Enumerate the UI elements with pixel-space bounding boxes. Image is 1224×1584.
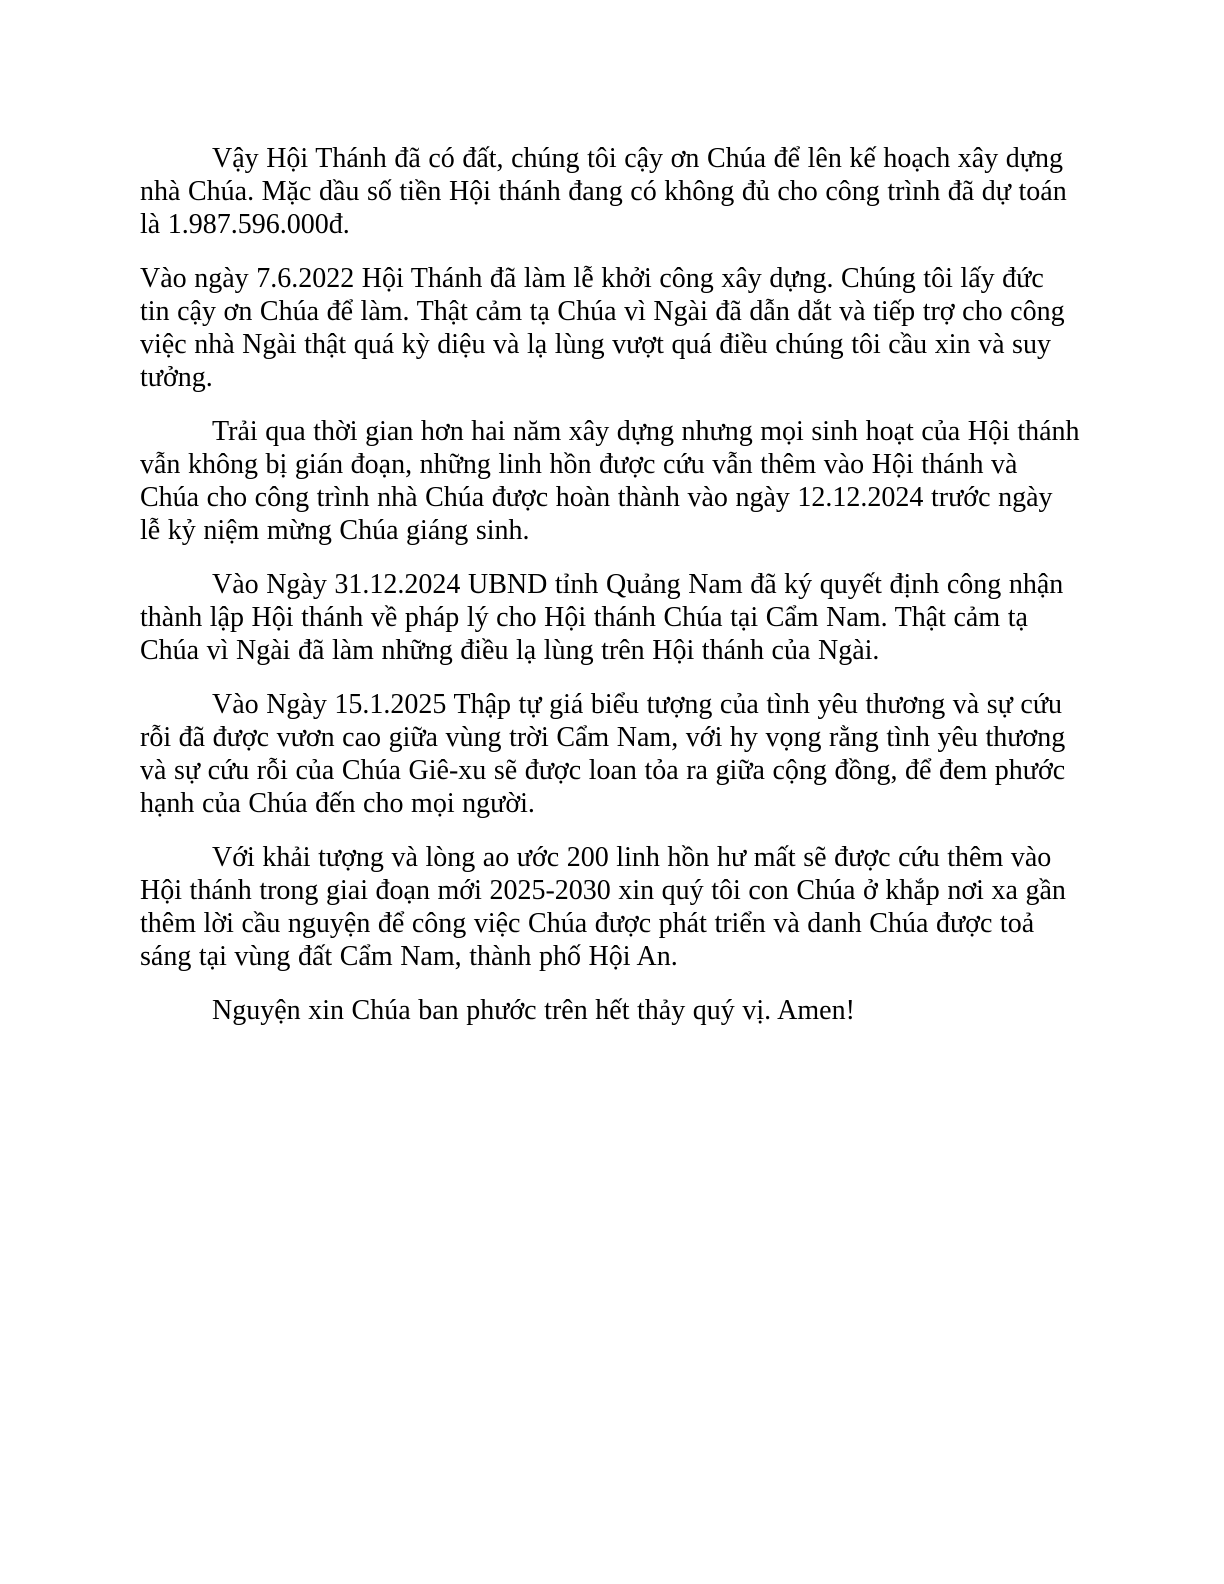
paragraph-legal-recognition-2024: Vào Ngày 31.12.2024 UBND tỉnh Quảng Nam đã ký quyết định công nhận thành lập Hội thánh về pháp lý cho Hội thánh Chúa tại Cẩm Nam. Thật cảm tạ Chúa vì Ngài đã làm những điều lạ lùng trên Hội thánh của Ngài. — [140, 569, 1064, 666]
paragraph-closing-blessing: Nguyện xin Chúa ban phước trên hết thảy quý vị. Amen! — [212, 995, 855, 1026]
paragraph-groundbreaking-2022: Vào ngày 7.6.2022 Hội Thánh đã làm lễ khởi công xây dựng. Chúng tôi lấy đức tin cậy ơn Chúa để làm. Thật cảm tạ Chúa vì Ngài đã dẫn dắt và tiếp trợ cho công việc nhà Ngài thật quá kỳ diệu và lạ lùng vượt quá điều chúng tôi cầu xin và suy tưởng. — [140, 263, 1065, 393]
paragraph-vision-2025-2030: Với khải tượng và lòng ao ước 200 linh hồn hư mất sẽ được cứu thêm vào Hội thánh trong giai đoạn mới 2025-2030 xin quý tôi con Chúa ở khắp nơi xa gần thêm lời cầu nguyện để công việc Chúa được phát triển và danh Chúa được toả sáng tại vùng đất Cẩm Nam, thành phố Hội An. — [140, 842, 1066, 972]
paragraph-land-and-plan: Vậy Hội Thánh đã có đất, chúng tôi cậy ơn Chúa để lên kế hoạch xây dựng nhà Chúa. Mặc dầu số tiền Hội thánh đang có không đủ cho công trình đã dự toán là 1.987.596.000đ. — [140, 143, 1067, 240]
paragraph-cross-raised-2025: Vào Ngày 15.1.2025 Thập tự giá biểu tượng của tình yêu thương và sự cứu rỗi đã được vươn cao giữa vùng trời Cẩm Nam, với hy vọng rằng tình yêu thương và sự cứu rỗi của Chúa Giê-xu sẽ được loan tỏa ra giữa cộng đồng, để đem phước hạnh của Chúa đến cho mọi người. — [140, 689, 1066, 819]
paragraph-construction-period: Trải qua thời gian hơn hai năm xây dựng nhưng mọi sinh hoạt của Hội thánh vẫn không bị gián đoạn, những linh hồn được cứu vẫn thêm vào Hội thánh và Chúa cho công trình nhà Chúa được hoàn thành vào ngày 12.12.2024 trước ngày lễ kỷ niệm mừng Chúa giáng sinh. — [140, 416, 1080, 546]
document-body — [140, 142, 1080, 1048]
